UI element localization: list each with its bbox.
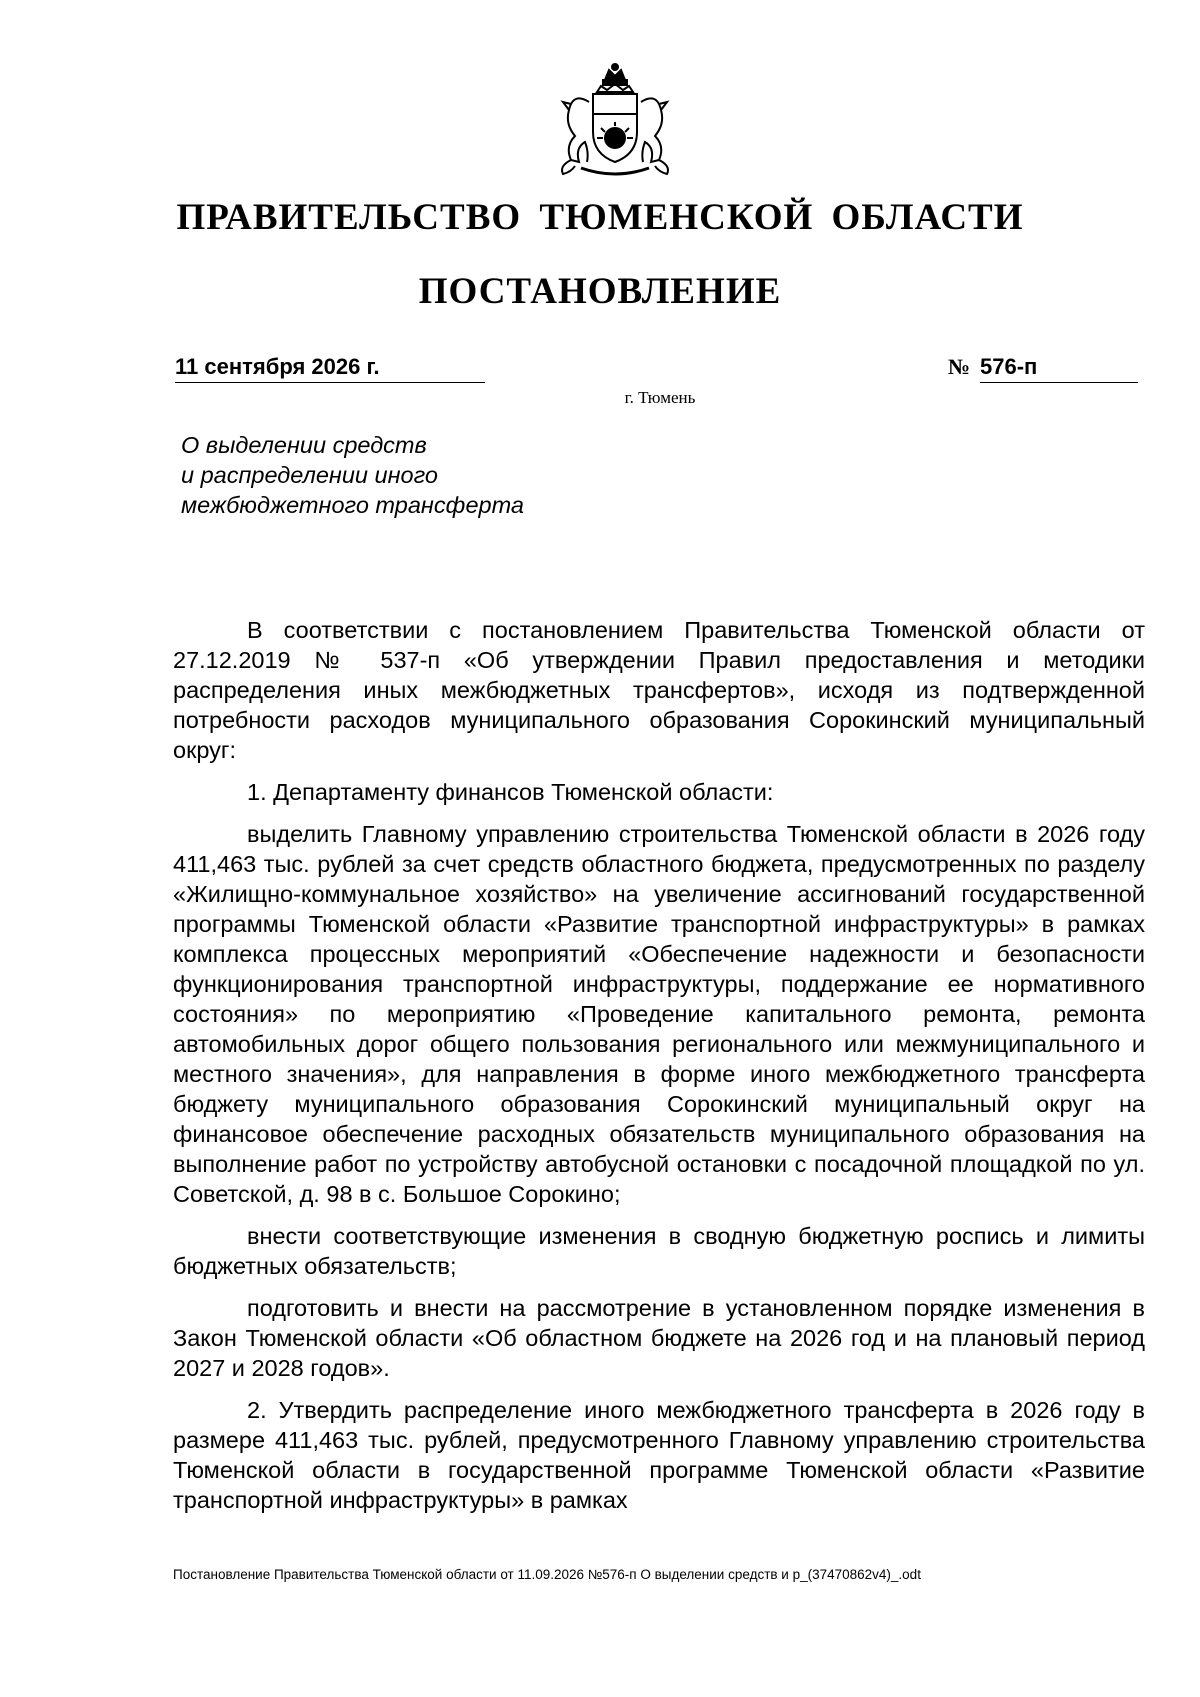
document-date: 11 сентября 2026 г. [175, 354, 485, 383]
document-subject [181, 430, 641, 520]
number-sign: № [948, 354, 971, 379]
body-paragraph: подготовить и внести на рассмотрение в установленном порядке изменения в Закон Тюменской области «Об областном бюджете на 2026 год и на плановый период 2027 и 2028 годов». [173, 1295, 1145, 1381]
document-type: ПОСТАНОВЛЕНИЕ [418, 271, 782, 312]
coat-of-arms-icon [545, 62, 685, 182]
document-city: г. Тюмень [624, 388, 696, 407]
government-title: ПРАВИТЕЛЬСТВО ТЮМЕНСКОЙ ОБЛАСТИ [176, 197, 1024, 238]
body-paragraph: В соответствии с постановлением Правительства Тюменской области от 27.12.2019 № 537-п «Об утверждении Правил предоставления и методики распределения иных межбюджетных трансфертов», исходя из подтвержденной потребности расходов муниципального образования Сорокинский муниципальный округ: [173, 617, 1145, 763]
body-paragraph: выделить Главному управлению строительства Тюменской области в 2026 году 411,463 тыс. рублей за счет средств областного бюджета, предусмотренных по разделу «Жилищно-коммунальное хозяйство» на увеличение ассигнований государственной программы Тюменской области «Развитие транспортной инфраструктуры» в рамках комплекса процессных мероприятий «Обеспечение надежности и безопасности функционирования транспортной инфраструктуры, поддержание ее нормативного состояния» по мероприятию «Проведение капитального ремонта, ремонта автомобильных дорог общего пользования регионального или межмуниципального и местного значения», для направления в форме иного межбюджетного трансферта бюджету муниципального образования Сорокинский муниципальный округ на финансовое обеспечение расходных обязательств муниципального образования на выполнение работ по устройству автобусной остановки с посадочной площадкой по ул. Советской, д. 98 в с. Большое Сорокино; [173, 821, 1145, 1207]
body-paragraph: внести соответствующие изменения в сводную бюджетную роспись и лимиты бюджетных обязательств; [173, 1223, 1145, 1279]
document-number: 576-п [980, 354, 1138, 383]
body-paragraph: 2. Утвердить распределение иного межбюджетного трансферта в 2026 году в размере 411,463 тыс. рублей, предусмотренного Главному управлению строительства Тюменской области в государственной программе Тюменской области «Развитие транспортной инфраструктуры» в рамках [173, 1397, 1145, 1513]
page-footer: Постановление Правительства Тюменской области от 11.09.2026 №576-п О выделении средств и р_(37470862v4)_.odt [173, 1567, 921, 1582]
document-number-block [948, 354, 1138, 384]
subject-line: межбюджетного трансферта [181, 492, 524, 518]
document-body [173, 615, 1145, 1527]
subject-line: и распределении иного [181, 462, 438, 488]
body-paragraph: 1. Департаменту финансов Тюменской области: [247, 779, 774, 805]
subject-line: О выделении средств [181, 432, 427, 458]
